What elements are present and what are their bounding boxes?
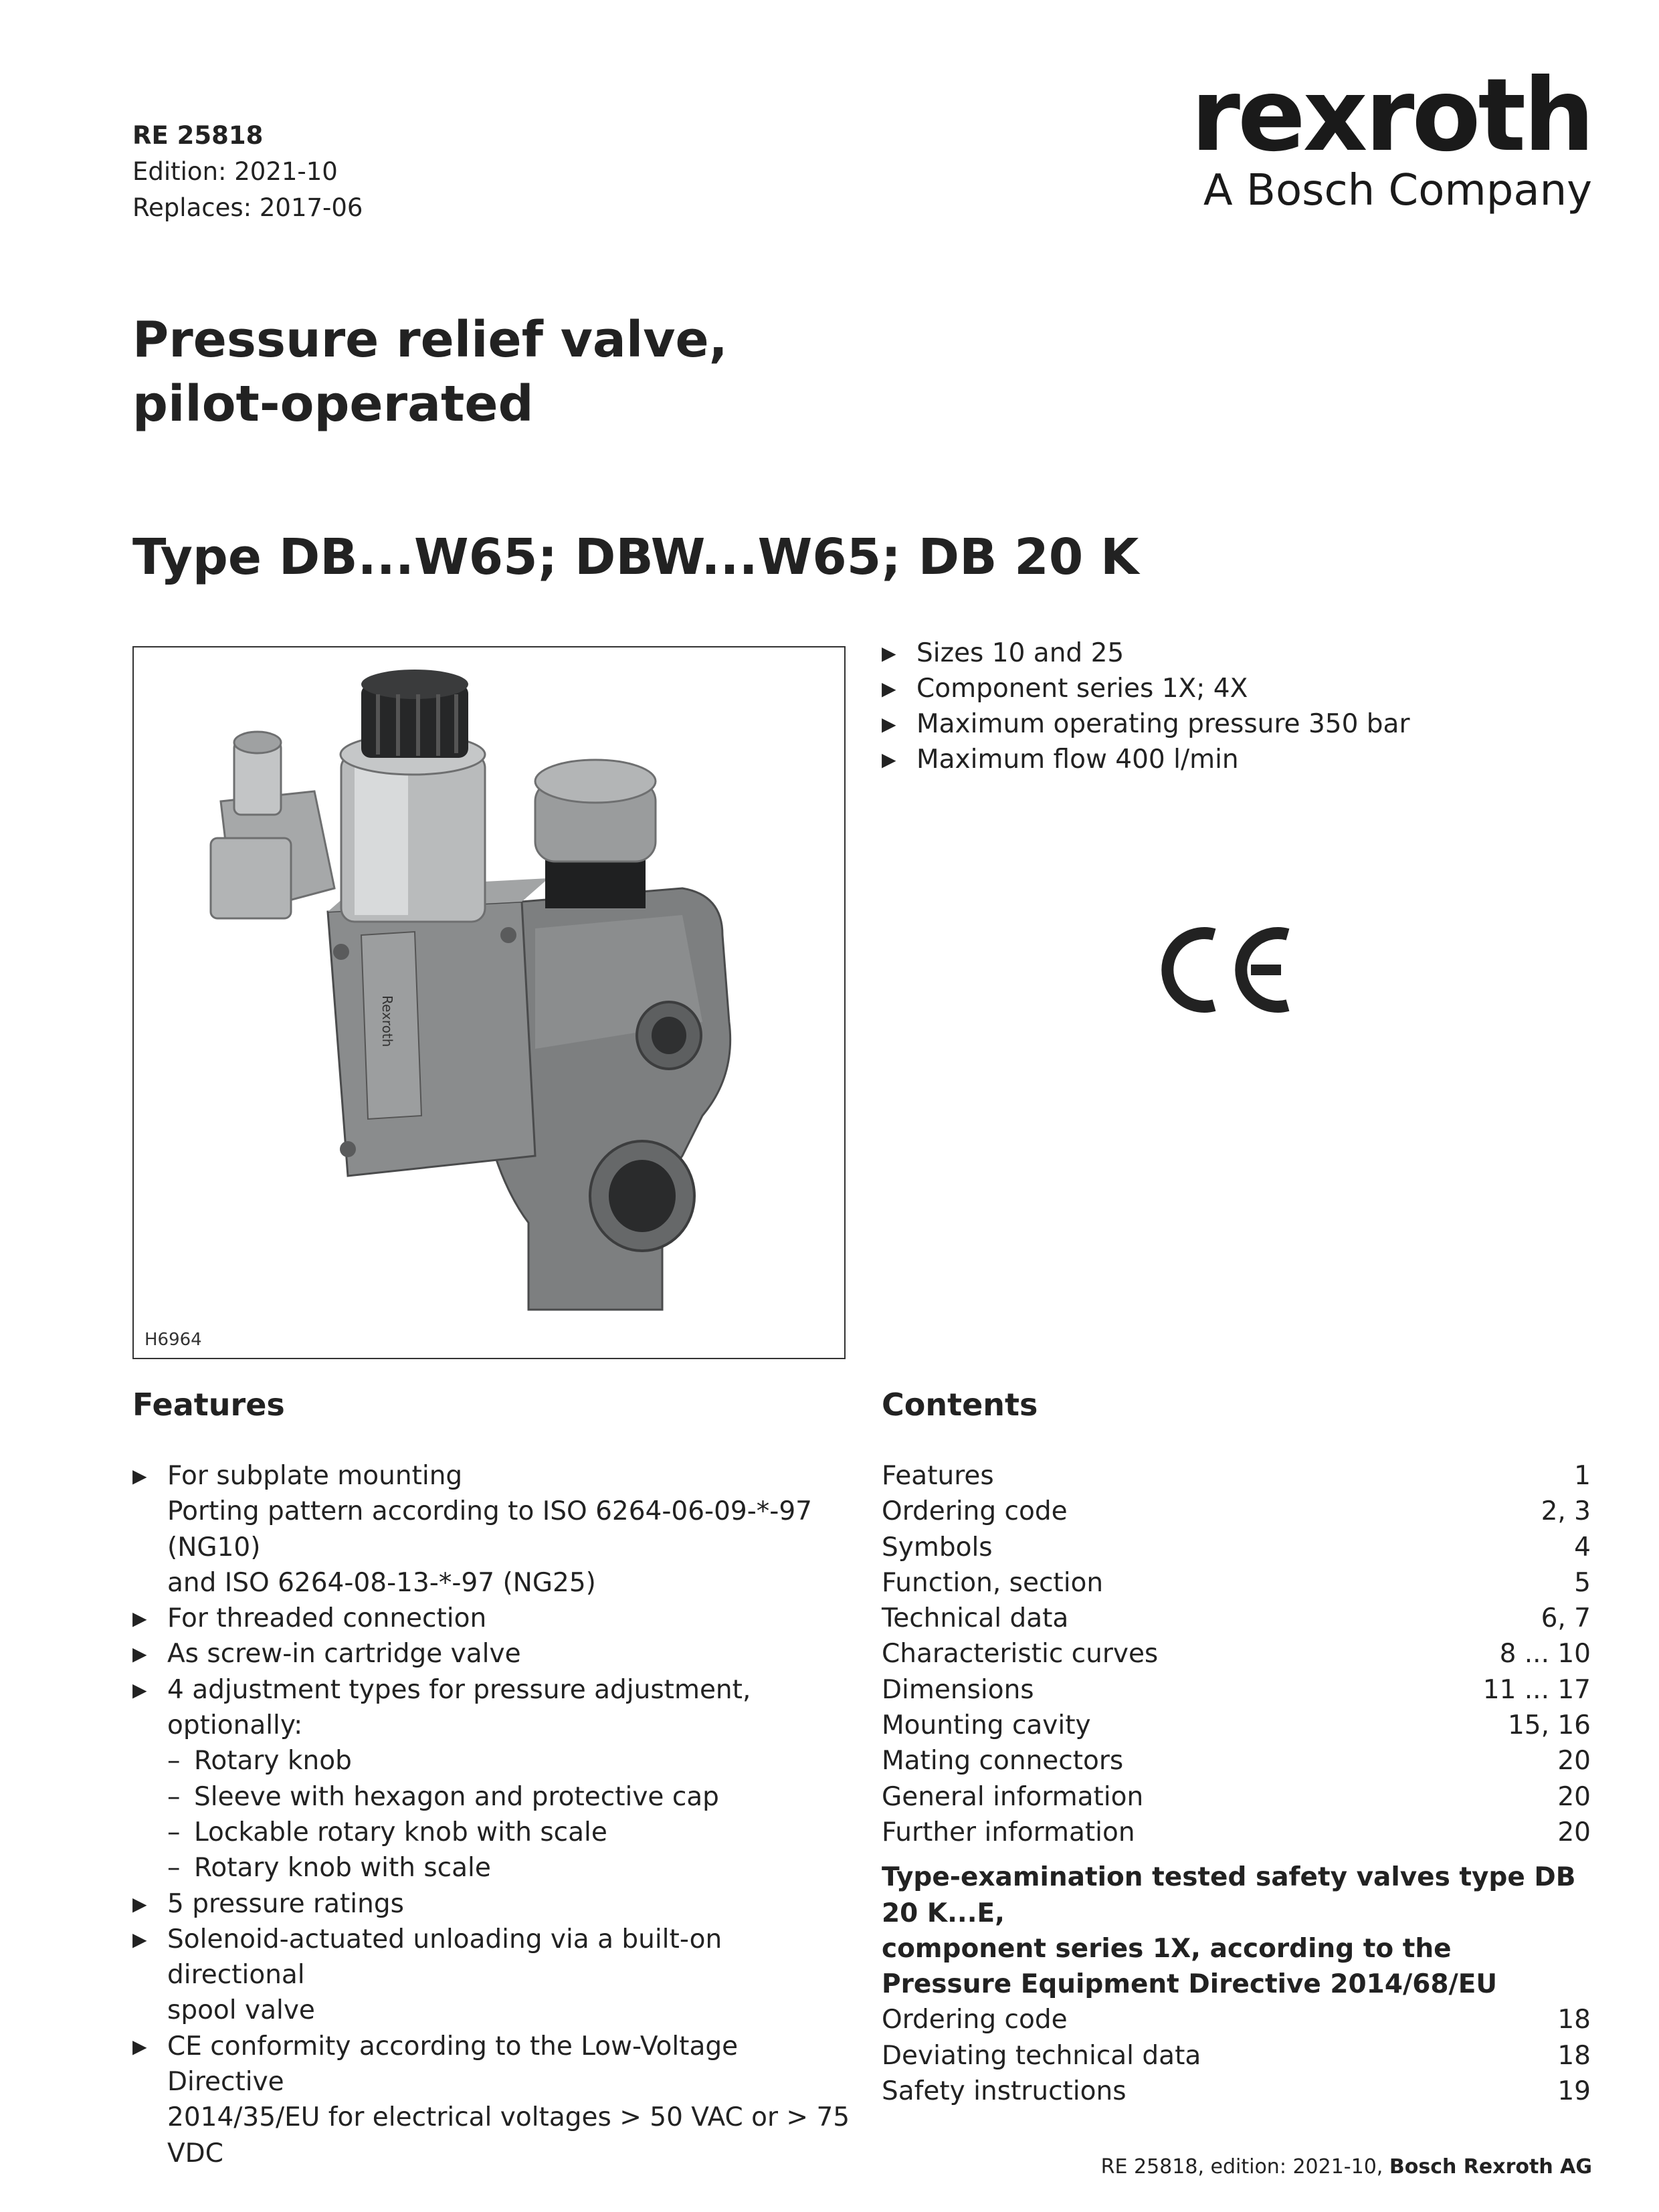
toc-row	[882, 2038, 1591, 2074]
adjustment-type-item	[167, 1815, 862, 1850]
toc-row	[882, 1565, 1591, 1601]
toc-page: 15, 16	[1507, 1710, 1591, 1741]
adjustment-type-item	[167, 1743, 862, 1779]
toc-label: Symbols	[882, 1532, 993, 1563]
toc-page: 8 ... 10	[1499, 1639, 1591, 1670]
toc-label: Dimensions	[882, 1674, 1034, 1705]
document-meta	[132, 118, 363, 226]
table-of-contents	[882, 1458, 1591, 2109]
bullet-triangle-icon: ▶	[132, 1643, 147, 1666]
feature-text: 4 adjustment types for pressure adjustment, optionally:	[167, 1674, 751, 1741]
features-list	[132, 1458, 862, 2171]
toc-label: General information	[882, 1781, 1144, 1812]
toc-row	[882, 1494, 1591, 1529]
safety-heading-line: Pressure Equipment Directive 2014/68/EU	[882, 1969, 1498, 2000]
toc-row	[882, 1815, 1591, 1850]
highlight-text: Sizes 10 and 25	[916, 638, 1125, 668]
feature-text: Solenoid-actuated unloading via a built-on directional	[167, 1924, 722, 1991]
adjustment-type-text: Lockable rotary knob with scale	[194, 1817, 607, 1847]
toc-page: 1	[1574, 1461, 1591, 1491]
bullet-triangle-icon: ▶	[882, 748, 896, 771]
photo-code: H6964	[144, 1330, 202, 1350]
toc-page: 20	[1557, 1746, 1591, 1777]
replaces-date: Replaces: 2017-06	[132, 193, 363, 222]
toc-page: 4	[1574, 1532, 1591, 1563]
toc-row	[882, 1708, 1591, 1743]
bullet-triangle-icon: ▶	[132, 1607, 147, 1630]
dash-marker: –	[167, 1746, 181, 1777]
toc-label: Ordering code	[882, 1496, 1068, 1527]
toc-page: 20	[1557, 1817, 1591, 1847]
valve-illustration	[134, 647, 844, 1358]
logo-wordmark: rexroth	[1191, 58, 1592, 174]
features-heading: Features	[132, 1387, 285, 1423]
bullet-triangle-icon: ▶	[882, 678, 896, 700]
highlight-text: Maximum operating pressure 350 bar	[916, 709, 1410, 739]
feature-item	[132, 1458, 862, 1601]
toc-row	[882, 1636, 1591, 1672]
feature-text: For threaded connection	[167, 1603, 487, 1634]
highlight-text: Component series 1X; 4X	[916, 674, 1248, 704]
dash-marker: –	[167, 1853, 181, 1884]
adjustment-type-text: Rotary knob with scale	[194, 1853, 491, 1884]
feature-item	[132, 1886, 862, 1922]
feature-item	[132, 1672, 862, 1886]
toc-label: Ordering code	[882, 2005, 1068, 2035]
toc-row	[882, 1779, 1591, 1815]
bullet-triangle-icon: ▶	[882, 713, 896, 735]
feature-text: CE conformity according to the Low-Voltage Directive	[167, 2031, 739, 2098]
toc-page: 20	[1557, 1781, 1591, 1812]
toc-label: Further information	[882, 1817, 1135, 1847]
adjustment-type-text: Sleeve with hexagon and protective cap	[194, 1781, 719, 1812]
toc-row	[882, 2002, 1591, 2037]
toc-label: Features	[882, 1461, 994, 1491]
feature-item	[132, 1922, 862, 2029]
feature-text: For subplate mounting	[167, 1461, 463, 1491]
type-designation: Type DB...W65; DBW...W65; DB 20 K	[132, 528, 1139, 586]
feature-item	[132, 2029, 862, 2171]
toc-page: 19	[1557, 2076, 1591, 2107]
toc-page: 11 ... 17	[1482, 1674, 1591, 1705]
highlight-text: Maximum flow 400 l/min	[916, 744, 1239, 775]
toc-row	[882, 1530, 1591, 1565]
safety-heading-line: Type-examination tested safety valves type DB 20 K...E,	[882, 1862, 1576, 1928]
device-label: Rexroth	[379, 995, 395, 1047]
dash-marker: –	[167, 1781, 181, 1812]
rexroth-logo	[1191, 58, 1592, 215]
ce-mark	[1151, 920, 1298, 1023]
adjustment-types-list	[167, 1743, 862, 1886]
feature-continuation: Porting pattern according to ISO 6264-06-09-*-97 (NG10)	[167, 1496, 812, 1563]
toc-page: 6, 7	[1541, 1603, 1591, 1634]
toc-label: Function, section	[882, 1567, 1104, 1598]
toc-label: Mounting cavity	[882, 1710, 1091, 1741]
bullet-triangle-icon: ▶	[882, 642, 896, 664]
feature-item	[132, 1601, 862, 1636]
highlight-item	[882, 706, 1409, 742]
feature-text: 5 pressure ratings	[167, 1888, 404, 1919]
footer-company: Bosch Rexroth AG	[1389, 2155, 1592, 2179]
toc-label: Deviating technical data	[882, 2040, 1201, 2071]
highlight-item	[882, 671, 1409, 706]
toc-row	[882, 2074, 1591, 2109]
adjustment-type-item	[167, 1779, 862, 1815]
page-footer	[1101, 2155, 1592, 2179]
toc-page: 5	[1574, 1567, 1591, 1598]
bullet-triangle-icon: ▶	[132, 1465, 147, 1487]
highlight-item	[882, 742, 1409, 777]
ce-mark-icon	[1151, 920, 1298, 1020]
toc-label: Technical data	[882, 1603, 1069, 1634]
toc-page: 18	[1557, 2005, 1591, 2035]
document-number: RE 25818	[132, 121, 264, 150]
toc-label: Safety instructions	[882, 2076, 1127, 2107]
feature-text: As screw-in cartridge valve	[167, 1639, 521, 1670]
product-photo	[132, 646, 846, 1359]
toc-row	[882, 1672, 1591, 1708]
highlights-list	[882, 635, 1409, 777]
feature-item	[132, 1636, 862, 1672]
adjustment-type-item	[167, 1850, 862, 1886]
toc-row	[882, 1743, 1591, 1779]
title-line-1: Pressure relief valve,	[132, 311, 728, 369]
bullet-triangle-icon: ▶	[132, 2035, 147, 2057]
title-line-2: pilot-operated	[132, 375, 534, 433]
bullet-triangle-icon: ▶	[132, 1678, 147, 1701]
safety-heading-line: component series 1X, according to the	[882, 1933, 1452, 1964]
page-title	[132, 308, 728, 436]
toc-row	[882, 1458, 1591, 1494]
bullet-triangle-icon: ▶	[132, 1892, 147, 1915]
toc-page: 2, 3	[1541, 1496, 1591, 1527]
logo-tagline: A Bosch Company	[1203, 166, 1592, 215]
adjustment-type-text: Rotary knob	[194, 1746, 352, 1777]
feature-continuation: spool valve	[167, 1995, 315, 2026]
feature-continuation: 2014/35/EU for electrical voltages > 50 VAC or > 75 VDC	[167, 2102, 850, 2169]
toc-row	[882, 1601, 1591, 1636]
highlight-item	[882, 635, 1409, 671]
dash-marker: –	[167, 1817, 181, 1847]
toc-label: Characteristic curves	[882, 1639, 1159, 1670]
feature-continuation: and ISO 6264-08-13-*-97 (NG25)	[167, 1567, 596, 1598]
safety-section-heading	[882, 1859, 1591, 2002]
contents-heading: Contents	[882, 1387, 1038, 1423]
edition-date: Edition: 2021-10	[132, 157, 338, 186]
toc-label: Mating connectors	[882, 1746, 1124, 1777]
bullet-triangle-icon: ▶	[132, 1928, 147, 1950]
toc-page: 18	[1557, 2040, 1591, 2071]
footer-text: RE 25818, edition: 2021-10,	[1100, 2155, 1389, 2179]
